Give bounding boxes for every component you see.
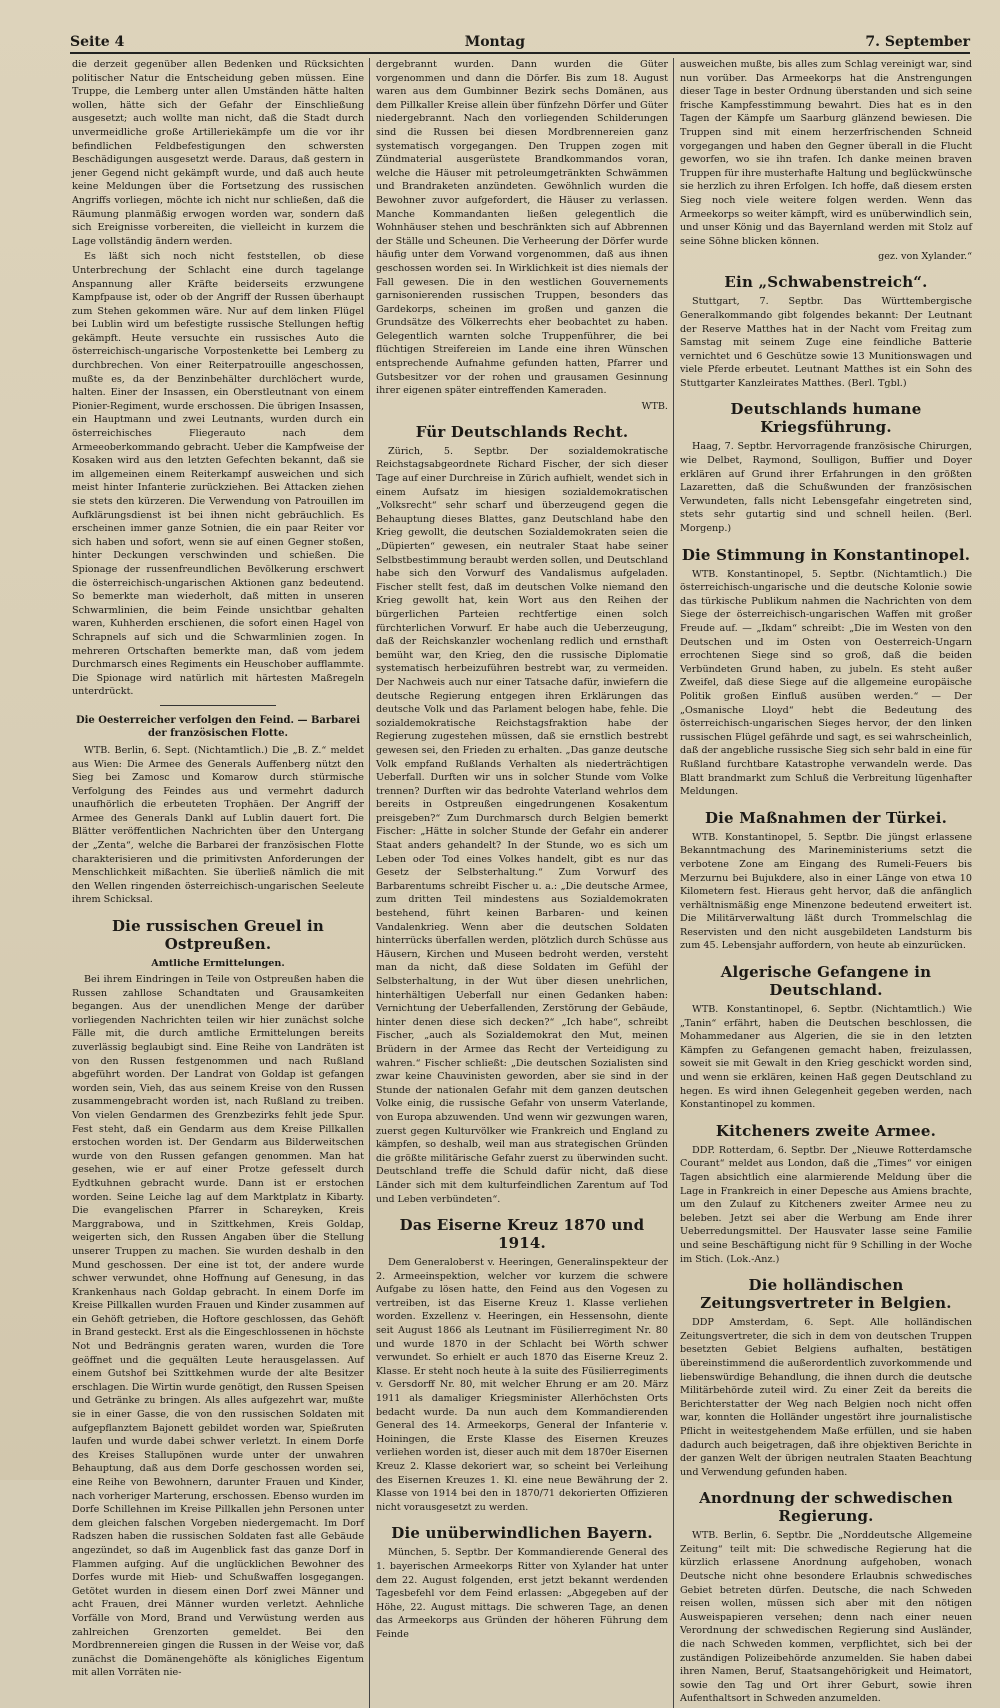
headline-algerische-gefangene: Algerische Gefangene in Deutschland. — [720, 963, 932, 1000]
article-paragraph: Haag, 7. Septbr. Hervorragende französische Chirurgen, wie Delbet, Raymond, Soulligon, Buffier und Doyer erklären auf Grund ihrer Erfahrungen in den größten Lazaretten, daß die Schußwunden der französischen Verwundeten, falls nicht Lebensgefahr eingetreten sind, stets sehr gutartig sind und schnell heilen. (Berl. Morgenp.) — [680, 441, 972, 535]
headline-hollaendische-zeitungsvertreter: Die holländischen Zeitungsvertreter in Belgien. — [700, 1276, 952, 1313]
article-paragraph: Zürich, 5. Septbr. Der sozialdemokratische Reichstagsabgeordnete Richard Fischer, der sich dieser Tage auf einer Durchreise in Zürich aufhielt, wendet sich in einem Aufsatz im hiesigen sozialdemokratischen „Volksrecht“ sehr scharf und überzeugend gegen die Behauptung dieses Blattes, ganz Deutschland habe den Krieg gewollt, die deutschen Sozialdemokraten seien die „Düpierten“ gewesen, ein neutraler Staat habe seiner Selbstbestimmung beraubt werden sollen, und Deutschland habe sich den Vorwurf des Vandalismus aufgeladen. Fischer stellt fest, daß im deutschen Volke niemand den Krieg gewollt hat, kein Wort aus den Reihen der bürgerlichen Parteien rechtfertige einen solch fürchterlichen Vorwurf. Er habe auch die Ueberzeugung, daß der Reichskanzler wochenlang redlich und ernsthaft bemüht war, den Krieg, den die russische Diplomatie systematisch herbeizuführen bestrebt war, zu vermeiden. Der Nachweis auch nur einer Tatsache dafür, inwiefern die deutsche Regierung entgegen ihren Erklärungen das deutsche Volk und das Parlament belogen habe, fehle. Die sozialdemokratische Reichstagsfraktion habe der Regierung zugestehen müssen, daß sie ernstlich bestrebt gewesen sei, den Frieden zu erhalten. „Das ganze deutsche Volk empfand Rußlands Verhalten als niederträchtigen Ueberfall. Durften wir uns in solcher Stunde vom Volke trennen? Durften wir das bedrohte Vaterland wehrlos dem bereits in Ostpreußen eingedrungenen Kosakentum preisgeben?“ Zum Durchmarsch durch Belgien bemerkt Fischer: „Hätte in solcher Stunde der Gefahr ein anderer Staat anders gehandelt? In der Stunde, wo es sich um Leben oder Tod eines Volkes handelt, gibt es nur das Gesetz der Selbsterhaltung.“ Zum Vorwurf des Barbarentums schreibt Fischer u. a.: „Die deutsche Armee, zum dritten Teil mindestens aus Sozialdemokraten bestehend, führt keinen Barbaren- und keinen Vandalenkrieg. Wenn aber die deutschen Soldaten hinterrücks überfallen werden, plötzlich durch Schüsse aus Häusern, Kirchen und Museen bedroht werden, versteht man da nicht, daß diese Soldaten im Gefühl der Selbsterhaltung, in der Wut über diesen unehrlichen, hinterhältigen Ueberfall nur einen Gedanken haben: Vernichtung der Ueberfallenden, Zerstörung der Gebäude, hinter denen diese sich decken?“ „Ich habe“, schreibt Fischer, „auch als Sozialdemokrat den Mut, meinen Brüdern in der Armee das Recht der Verteidigung zu wahren.“ Fischer schließt: „Die deutschen Sozialisten sind zwar keine Chauvinisten geworden, aber sie sind in der Stunde der nationalen Gefahr mit dem ganzen deutschen Volke einig, die russische Gefahr von unserm Vaterlande, von Europa abzuwenden. Und wenn wir gezwungen waren, zuerst gegen Kulturvölker wie Frankreich und England zu kämpfen, so deshalb, weil man aus strategischen Gründen die größte militärische Gefahr zuerst zu überwinden sucht. Deutschland treffe die Schuld dafür nicht, daß diese Länder sich mit dem kulturfeindlichen Zarentum auf Tod und Leben verbündeten“. — [376, 445, 668, 1205]
weekday: Montag — [464, 34, 526, 50]
page-number: Seite 4 — [70, 34, 125, 50]
headline-eiserne-kreuz: Das Eiserne Kreuz 1870 und 1914. — [399, 1216, 645, 1253]
signature-xylander: gez. von Xylander.“ — [878, 251, 972, 263]
article-paragraph: WTB. Berlin, 6. Septbr. Die „Norddeutsche Allgemeine Zeitung“ teilt mit: Die schwedische Regierung hat die kürzlich erlassene Anordnung aufgehoben, wonach Deutsche nicht ohne besondere Erlaubnis schwedisches Gebiet betreten dürfen. Deutsche, die nach Schweden reisen wollen, müssen sich aber mit den nötigen Ausweispapieren versehen; denn nach einer neuen Verordnung der schwedischen Regierung sind Ausländer, die nach Schweden kommen, verpflichtet, sich bei der zuständigen Polizeibehörde anzumelden. Sie haben dabei ihren Namen, Beruf, Staatsangehörigkeit und Heimatort, sowie den Tag und Ort ihrer Geburt, sowie ihren Aufenthaltsort in Schweden anzumelden. — [680, 1530, 972, 1705]
article-paragraph: WTB. Konstantinopel, 5. Septbr. (Nichtamtlich.) Die österreichisch-ungarische und die deutsche Kolonie sowie das türkische Publikum nahmen die Nachrichten von dem Siege der österreichisch-ungarischen Waffen mit großer Freude auf. — „Ikdam“ schreibt: „Die im Westen von den Deutschen und im Osten von Oesterreich-Ungarn errochtenen Siege sind so groß, daß die beiden Verbündeten Grund haben, zu jubeln. Es steht außer Zweifel, daß diese Siege auf die allgemeine europäische Politik großen Einfluß ausüben werden.“ — Der „Osmanische Lloyd“ hebt die Bedeutung des österreichisch-ungarischen Sieges hervor, der den linken russischen Flügel gefährde und sagt, es sei wahrscheinlich, daß der angebliche russische Sieg sich sehr bald in eine für Rußland furchtbare Katastrophe verwandeln werde. Das Blatt brandmarkt zum Schluß die Verbreitung lügenhafter Meldungen. — [680, 568, 972, 798]
article-paragraph: WTB. Berlin, 6. Sept. (Nichtamtlich.) Die „B. Z.“ meldet aus Wien: Die Armee des Generals Auffenberg nützt den Sieg bei Zamosc und Komarow durch stürmische Verfolgung des Feindes aus und vermehrt dadurch unaufhörlich die erbeuteten Trophäen. Der Angriff der Armee des Generals Dankl auf Lublin dauert fort. Die Blätter veröffentlichen Nachrichten über den Untergang der „Zenta“, welche die Barbarei der französischen Flotte charakterisieren und die primitivsten Anforderungen der Menschlichkeit mißachten. Sie überließ nämlich die mit den Wellen ringenden österreichisch-ungarischen Seeleute ihrem Schicksal. — [72, 744, 364, 906]
article-paragraph: ausweichen mußte, bis alles zum Schlag vereinigt war, sind nun vorüber. Das Armeekorps hat die Anstrengungen dieser Tage in bester Ordnung überstanden und sich seine frische Kampfesstimmung bewahrt. Dies hat es in den Tagen der Kämpfe um Saarburg glänzend bewiesen. Die Truppen sind mit einem herzerfrischenden Schneid vorgegangen und haben den Gegner überall in die Flucht geworfen, wo sie ihn trafen. Ich danke meinen braven Truppen für ihre musterhafte Haltung und beglückwünsche sie herzlich zu ihren Erfolgen. Ich hoffe, daß diesem ersten Sieg noch viele weitere folgen werden. Wenn das Armeekorps so weiter kämpft, wird es unüberwindlich sein, und unser König und das Bayernland werden mit Stolz auf seine Söhne blicken können. — [680, 59, 972, 247]
article-paragraph: WTB. Konstantinopel, 5. Septbr. Die jüngst erlassene Bekanntmachung des Marineministeriums setzt die verbotene Zone am Eingang des Rumeli-Feuers bis Merzurnu bei Bujukdere, also in einer Länge von etwa 10 Kilometern fest. Hieraus geht hervor, daß die anfänglich verhältnismäßig enge Minenzone bedeutend erweitert ist. Die Militärverwaltung läßt durch Trommelschlag die Reservisten und den nicht ausgebildeten Landsturm bis zum 45. Lebensjahr auffordern, von heute ab einzurücken. — [680, 831, 972, 952]
headline-russische-greuel: Die russischen Greuel in Ostpreußen. — [111, 917, 325, 954]
section-divider — [160, 705, 277, 706]
headline-schwabenstreich: Ein „Schwabenstreich“. — [724, 273, 928, 292]
headline-oesterreicher: Die Oesterreicher verfolgen den Feind. — Barbarei der französischen Flotte. — [75, 714, 361, 739]
article-paragraph: Dem Generaloberst v. Heeringen, Generalinspekteur der 2. Armeeinspektion, welcher vor kurzem die schwere Aufgabe zu lösen hatte, den Feind aus den Vogesen zu vertreiben, ist das Eiserne Kreuz 1. Klasse verliehen worden. Exzellenz v. Heeringen, ein Hessensohn, diente seit August 1866 als Leutnant im Füsilierregiment Nr. 80 und wurde 1870 in der Schlacht bei Wörth schwer verwundet. So erhielt er auch 1870 das Eiserne Kreuz 2. Klasse. Er steht noch heute à la suite des Füsilierregiments v. Gersdorff Nr. 80, mit welcher Ehrung er am 20. März 1911 als damaliger Kriegsminister Allerhöchsten Orts bedacht wurde. Da nun auch dem Kommandierenden General des 14. Armeekorps, General der Infanterie v. Hoiningen, die Erste Klasse des Eisernen Kreuzes verliehen worden ist, dieser auch mit dem 1870er Eisernen Kreuz 2. Klasse dekoriert war, so scheint bei Verleihung des Eisernen Kreuzes 1. Kl. eine neue Bewährung der 2. Klasse von 1914 bei den in 1870/71 dekorierten Offizieren nicht vorausgesetzt zu werden. — [376, 1257, 668, 1513]
subheadline-ermittelungen: Amtliche Ermittelungen. — [151, 958, 285, 970]
article-paragraph: WTB. Konstantinopel, 6. Septbr. (Nichtamtlich.) Wie „Tanin“ erfährt, haben die Deutschen beschlossen, die Mohammedaner aus Algerien, die sie in den letzten Kämpfen zu Gefangenen gemacht haben, freizulassen, soweit sie mit Gewalt in den Krieg geschickt worden sind, und wenn sie erklären, keinen Haß gegen Deutschland zu hegen. Es wird ihnen Gelegenheit gegeben werden, nach Konstantinopel zu kommen. — [680, 1004, 972, 1111]
column-3 — [680, 58, 972, 1708]
article-paragraph: dergebrannt wurden. Dann wurden die Güter vorgenommen und dann die Dörfer. Bis zum 18. August waren aus dem Gumbinner Bezirk sechs Domänen, aus dem Pillkaller Kreise allein über fünfzehn Dörfer und Güter niedergebrannt. Nach den vorliegenden Schilderungen sind die Russen bei diesen Mordbrennereien ganz systematisch vorgegangen. Den Truppen zogen mit Zündmaterial ausgerüstete Brandkommandos voran, welche die Häuser mit petroleumgetränkten Schwämmen und Brandraketen anzündeten. Gewöhnlich wurden die Bewohner zuvor aufgefordert, die Häuser zu verlassen. Manche Kommandanten ließen gelegentlich die Wohnhäuser stehen und beschränkten sich auf Abbrennen der Ställe und Scheunen. Die Verheerung der Dörfer wurde häufig unter dem Vorwand vorgenommen, daß aus ihnen geschossen worden sei. In Wirklichkeit ist dies niemals der Fall gewesen. Die in den westlichen Gouvernements garnisonierenden russischen Truppen, besonders das Gardekorps, scheinen im großen und ganzen die Grundsätze des Völkerrechts eher beobachtet zu haben. Gelegentlich warnten solche Truppenführer, die bei flüchtigen Streifereien im Lande eine ihren Wünschen entsprechende Aufnahme gefunden hatten, Pfarrer und Gutsbesitzer vor der rohen und grausamen Gesinnung ihrer eigenen später eintreffenden Kameraden. — [376, 59, 668, 397]
article-paragraph: die derzeit gegenüber allen Bedenken und Rücksichten politischer Natur die Entscheidung geben müssen. Eine Truppe, die Lemberg unter allen Umständen hätte halten wollen, hätte sich der Gefahr der Einschließung ausgesetzt; auch wollte man nicht, daß die Stadt durch unvermeidliche große Artilleriekämpfe um die vor ihr befindlichen Feldbefestigungen den schwersten Beschädigungen ausgesetzt werde. Daraus, daß gestern in jener Gegend nicht gekämpft wurde, und daß auch heute keine Meldungen über die Fortsetzung des russischen Angriffs vorliegen, möchte ich nicht nur schließen, daß die Räumung planmäßig erwogen worden war, sondern daß sich Ereignisse vorbereiten, die vielleicht in kurzem die Lage vollständig ändern werden. — [72, 59, 364, 247]
headline-stimmung-konstantinopel: Die Stimmung in Konstantinopel. — [681, 545, 971, 564]
headline-schwedische-regierung: Anordnung der schwedischen Regierung. — [699, 1489, 953, 1526]
page-masthead — [70, 32, 970, 52]
article-paragraph: DDP Amsterdam, 6. Sept. Alle holländischen Zeitungsvertreter, die sich in dem von deutschen Truppen besetzten Gebiet Belgiens aufhalten, bestätigen übereinstimmend die außerordentlich zuvorkommende und liebenswürdige Behandlung, die ihnen durch die deutsche Militärbehörde zuteil wird. Zu einer Zeit da bereits die Berichterstatter der Weg nach Belgien noch nicht offen war, konnten die Holländer ungestört ihre journalistische Pflicht in weitestgehendem Maße erfüllen, und sie haben dadurch auch beigetragen, daß ihre objektiven Berichte in der ganzen Welt der übrigen neutralen Staaten Beachtung und Verwendung gefunden haben. — [680, 1317, 972, 1478]
masthead-rule — [70, 52, 970, 54]
article-paragraph: Bei ihrem Eindringen in Teile von Ostpreußen haben die Russen zahllose Schandtaten und Grausamkeiten begangen. Aus der unendlichen Menge der darüber vorliegenden Nachrichten teilen wir hier zunächst solche Fälle mit, die durch amtliche Ermittelungen bereits zuverlässig beglaubigt sind. Eine Reihe von Landräten ist von den Russen festgenommen und nach Rußland abgeführt worden. Der Landrat von Goldap ist gefangen worden sein, Vieh, das aus seinem Kreise von den Russen zusammengebracht worden ist, nach Rußland zu treiben. Von vielen Gendarmen des Grenzbezirks fehlt jede Spur. Fest steht, daß ein Gendarm aus dem Kreise Pillkallen erstochen worden ist. Der Gendarm aus Bilderweitschen wurde von den Russen gefangen genommen. Man hat gesehen, wie er auf einer Protze gefesselt durch Eydtkuhnen gebracht wurde. Dann ist er erstochen worden. Seine Leiche lag auf dem Marktplatz in Kibarty. Die evangelischen Pfarrer in Schareyken, Kreis Marggrabowa, und in Szittkehmen, Kreis Goldap, weigerten sich, den Russen Angaben über die Stellung unserer Truppen zu machen. Sie wurden deshalb in den Mund geschossen. Der eine ist tot, der andere wurde schwer verwundet, ohne Hoffnung auf Genesung, in das Krankenhaus nach Goldap gebracht. In einem Dorfe im Kreise Pillkallen wurden Frauen und Kinder zusammen auf ein Gehöft getrieben, die Hoftore geschlossen, das Gehöft in Brand gesteckt. Erst als die Eingeschlossenen in höchste Not und Bedrängnis geraten waren, wurden die Tore geöffnet und die gequälten Leute herausgelassen. Auf einem Gutshof bei Szittkehmen wurde der alte Besitzer erschlagen. Die Wirtin wurde genötigt, den Russen Speisen und Getränke zu bringen. Als alles aufgezehrt war, mußte sie in einer Gasse, die von den russischen Soldaten mit aufgepflanztem Bajonett gebildet worden war, Spießruten laufen und wurde dabei schwer verletzt. In einem Dorfe des Kreises Stallupönen wurde unter der unwahren Behauptung, daß aus dem Dorfe geschossen worden sei, eine Reihe von Bewohnern, darunter Frauen und Kinder, nach vorheriger Marterung, erschossen. Ebenso wurden im Dorfe Schillehnen im Kreise Pillkallen jehn Personen unter dem gleichen falschen Vorgeben niedergemacht. Im Dorf Radszen haben die russischen Soldaten fast alle Gebäude angezündet, so daß im Augenblick fast das ganze Dorf in Flammen aufging. Auf die unglücklichen Bewohner des Dorfes wurde mit Hieb- und Schußwaffen losgegangen. Getötet wurden in diesem einen Dorf zwei Männer und acht Frauen, drei Männer wurden verletzt. Aehnliche Vorfälle von Mord, Brand und Verwüstung werden aus zahlreichen Grenzorten gemeldet. Bei den Mordbrennereien gingen die Russen in der Weise vor, daß zunächst die Domänengehöfte als königliches Eigentum mit allen Vorräten nie- — [72, 974, 364, 1679]
headline-deutschlands-recht: Für Deutschlands Recht. — [415, 422, 629, 441]
article-paragraph: DDP. Rotterdam, 6. Septbr. Der „Nieuwe Rotterdamsche Courant“ meldet aus London, daß die „Times“ vor einigen Tagen absichtlich eine alarmierende Meldung über die Lage in Frankreich in einer Depesche aus Amiens brachte, um den Zulauf zu Kitcheners zweiter Armee neu zu beleben. Jetzt sei aber die Werbung am Ende ihrer Ueberredungsmittel. Der Hausvater lasse seine Familie und seine Beschäftigung nicht für 9 Schilling in der Woche im Stich. (Lok.-Anz.) — [680, 1144, 972, 1265]
headline-kitcheners-armee: Kitcheners zweite Armee. — [715, 1121, 937, 1140]
headline-massnahmen-tuerkei: Die Maßnahmen der Türkei. — [704, 808, 948, 827]
article-paragraph: München, 5. Septbr. Der Kommandierende General des 1. bayerischen Armeekorps Ritter von Xylander hat unter dem 22. August folgenden, erst jetzt bekannt werdenden Tagesbefehl vor dem Feind erlassen: „Abgegeben auf der Höhe, 22. August mittags. Die schweren Tage, an denen das Armeekorps aus Gründen der höheren Führung dem Feinde — [376, 1547, 668, 1640]
column-1 — [72, 58, 364, 1708]
headline-humane-kriegsfuehrung: Deutschlands humane Kriegsführung. — [730, 400, 922, 437]
article-paragraph: Es läßt sich noch nicht feststellen, ob diese Unterbrechung der Schlacht eine durch tagelange Anspannung aller Kräfte beiderseits erzwungene Kampfpause ist, oder ob der Angriff der Russen überhaupt zum Stehen gekommen wäre. Nur auf dem linken Flügel bei Lublin wird um befestigte russische Stellungen heftig gekämpft. Heute versuchte ein russisches Auto die österreichisch-ungarische Vorpostenkette bei Lemberg zu durchbrechen. Von einer Reiterpatrouille angeschossen, mußte es, da der Benzinbehälter durchlöchert wurde, halten. Einer der Insassen, ein Oberstleutnant von einem Pionier-Regiment, wurde erschossen. Die übrigen Insassen, ein Hauptmann und zwei Leutnants, wurden durch ein österreichisches Fliegerauto nach dem Armeeoberkommando gebracht. Ueber die Kampfweise der Kosaken wird aus den letzten Gefechten bekannt, daß sie im allgemeinen einem Reiterkampf ausweichen und sich meist hinter Infanterie zurückziehen. Bei Attacken ziehen sie stets den kürzeren. Die Verwendung von Patrouillen im Aufklärungsdienst ist bei ihnen nicht gebräuchlich. Es erscheinen immer ganze Sotnien, die ein paar Reiter vor sich haben und sofort, wenn sie auf einen Gegner stoßen, hinter Deckungen verschwinden und schießen. Die Spionage der russenfreundlichen Bevölkerung erschwert die österreichisch-ungarischen Aktionen ganz bedeutend. So bemerkte man wiederholt, daß mitten in unseren Schwarmlinien, die beim Feinde unsichtbar gehalten waren, Kuhherden erschienen, die sofort einen Hagel von Schrapnels auf sich und die Schwarmlinien zogen. In mehreren Ortschaften bemerkte man, daß vom jedem Durchmarsch eines Regiments ein Heuschober aufflammte. Die Spionage wird natürlich mit härtesten Maßregeln unterdrückt. — [72, 251, 364, 698]
source-signature: WTB. — [641, 400, 668, 412]
article-paragraph: Stuttgart, 7. Septbr. Das Württembergische Generalkommando gibt folgendes bekannt: Der Leutnant der Reserve Matthes hat in der Nacht vom Freitag zum Samstag mit seinem Zuge eine feindliche Batterie vernichtet und 6 Geschütze sowie 13 Munitionswagen und viele Pferde erbeutet. Leutnant Matthes ist ein Sohn des Stuttgarter Kanzleirates Matthes. (Berl. Tgbl.) — [680, 296, 972, 389]
headline-unueberwindliche-bayern: Die unüberwindlichen Bayern. — [391, 1524, 653, 1543]
column-2 — [376, 58, 668, 1708]
article-columns — [72, 58, 972, 1705]
issue-date: 7. September — [865, 34, 970, 50]
